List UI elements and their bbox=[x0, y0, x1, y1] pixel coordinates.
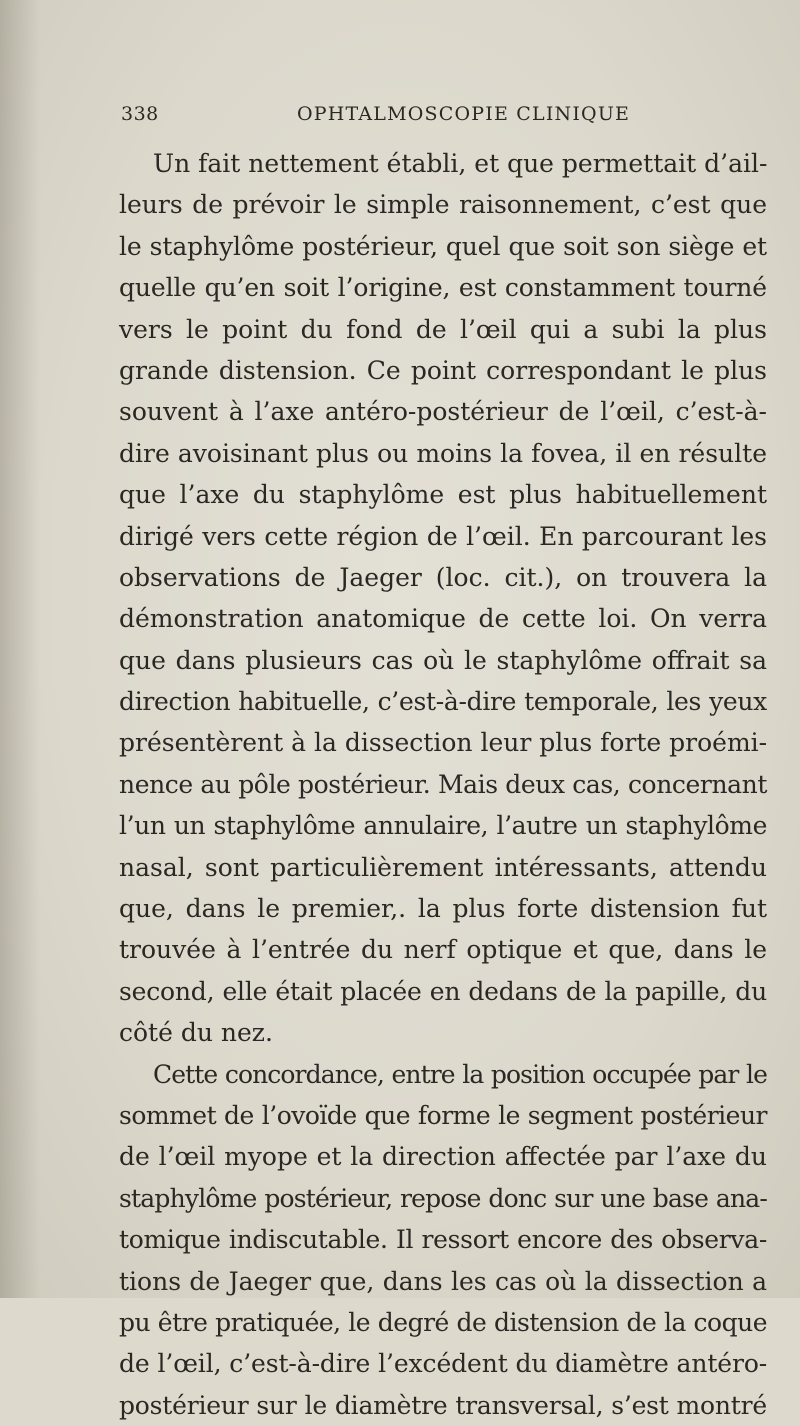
text-line: de l’œil myope et la direction affectée par l’axe du bbox=[119, 1142, 767, 1172]
text-line: tions de Jaeger que, dans les cas où la dissection a bbox=[119, 1266, 767, 1296]
text-line: vers le point du fond de l’œil qui a subi la plus bbox=[119, 314, 767, 344]
text-line: démonstration anatomique de cette loi. On verra bbox=[119, 604, 767, 634]
text-line: trouvée à l’entrée du nerf optique et que, dans le bbox=[119, 935, 767, 965]
text-line: que, dans le premier,. la plus forte distension fut bbox=[119, 894, 767, 924]
body-text bbox=[119, 143, 767, 1426]
text-line: nence au pôle postérieur. Mais deux cas, concernant bbox=[119, 769, 767, 799]
running-title: OPHTALMOSCOPIE CLINIQUE bbox=[297, 103, 631, 125]
text-line: le staphylôme postérieur, quel que soit son siège et bbox=[119, 231, 767, 261]
text-line: observations de Jaeger (loc. cit.), on trouvera la bbox=[119, 562, 767, 592]
text-line: nasal, sont particulièrement intéressants, attendu bbox=[119, 852, 767, 882]
text-line: sommet de l’ovoïde que forme le segment postérieur bbox=[119, 1100, 767, 1130]
text-line: postérieur sur le diamètre transversal, s’est montré bbox=[119, 1390, 767, 1420]
text-line: dire avoisinant plus ou moins la fovea, il en résulte bbox=[119, 438, 767, 468]
text-line: l’un un staphylôme annulaire, l’autre un staphylôme bbox=[119, 811, 767, 841]
text-line: souvent à l’axe antéro-postérieur de l’œil, c’est-à- bbox=[119, 397, 767, 427]
text-line: de l’œil, c’est-à-dire l’excédent du diamètre antéro- bbox=[119, 1349, 768, 1379]
page-header bbox=[121, 103, 761, 133]
text-line: tomique indiscutable. Il ressort encore des observa- bbox=[119, 1225, 767, 1255]
page-gutter-shadow bbox=[0, 0, 40, 1298]
text-line: présentèrent à la dissection leur plus forte proémi- bbox=[119, 728, 768, 758]
text-line: Cette concordance, entre la position occupée par le bbox=[153, 1059, 767, 1089]
text-line: staphylôme postérieur, repose donc sur une base ana- bbox=[119, 1183, 767, 1213]
text-line: second, elle était placée en dedans de la papille, du bbox=[119, 976, 767, 1006]
text-line: côté du nez. bbox=[119, 1018, 273, 1048]
text-line: que l’axe du staphylôme est plus habituellement bbox=[119, 480, 767, 510]
text-line: pu être pratiquée, le degré de distension de la coque bbox=[119, 1307, 767, 1337]
text-line: Un fait nettement établi, et que permettait d’ail- bbox=[153, 149, 768, 178]
text-line: que dans plusieurs cas où le staphylôme offrait sa bbox=[119, 645, 767, 675]
text-line: leurs de prévoir le simple raisonnement, c’est que bbox=[119, 190, 767, 220]
text-line: direction habituelle, c’est-à-dire temporale, les yeux bbox=[119, 687, 767, 717]
text-line: grande distension. Ce point correspondant le plus bbox=[119, 355, 767, 385]
page-number: 338 bbox=[121, 103, 159, 125]
text-line: quelle qu’en soit l’origine, est constamment tourné bbox=[119, 273, 767, 303]
text-line: dirigé vers cette région de l’œil. En parcourant les bbox=[119, 521, 767, 551]
